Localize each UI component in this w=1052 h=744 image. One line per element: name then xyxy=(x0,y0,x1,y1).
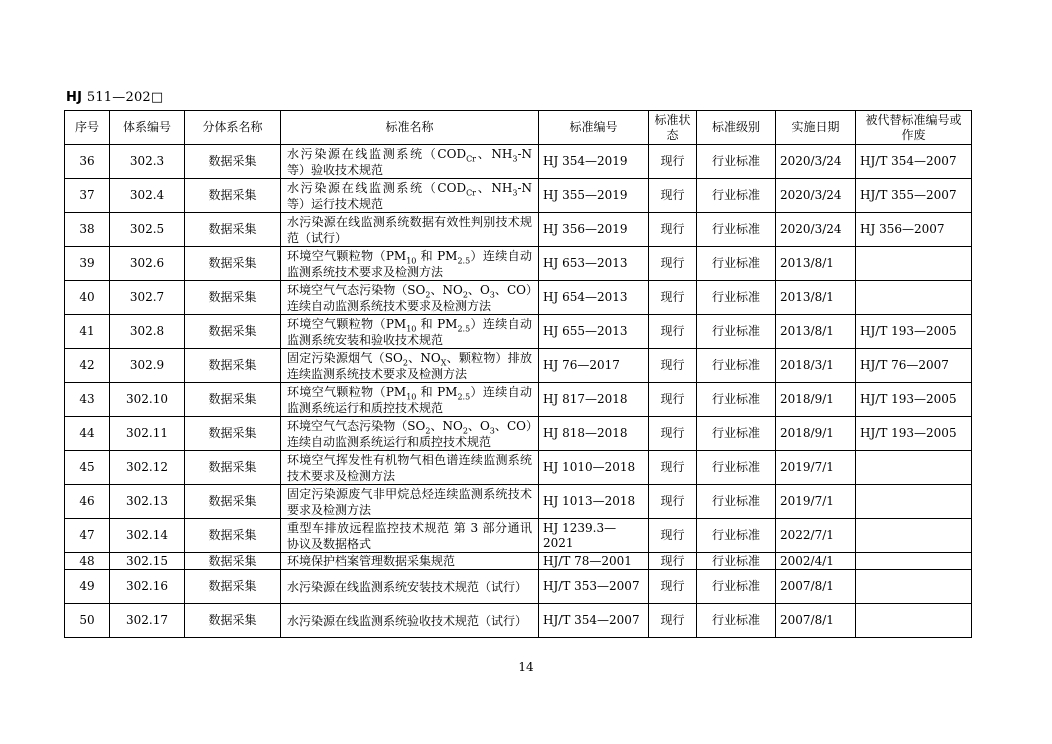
cell-subsystem: 数据采集 xyxy=(185,145,281,179)
table-row xyxy=(65,247,972,281)
cell-replaced xyxy=(856,451,972,485)
table-row xyxy=(65,485,972,519)
cell-date: 2020/3/24 xyxy=(776,145,856,179)
table-row xyxy=(65,315,972,349)
cell-sys: 302.12 xyxy=(110,451,185,485)
cell-level: 行业标准 xyxy=(697,349,776,383)
table-row xyxy=(65,281,972,315)
cell-no: 47 xyxy=(65,519,110,553)
cell-status: 现行 xyxy=(649,604,697,638)
cell-date: 2013/8/1 xyxy=(776,315,856,349)
cell-sys: 302.8 xyxy=(110,315,185,349)
table-row xyxy=(65,213,972,247)
cell-level: 行业标准 xyxy=(697,553,776,570)
cell-date: 2022/7/1 xyxy=(776,519,856,553)
cell-subsystem: 数据采集 xyxy=(185,349,281,383)
cell-replaced xyxy=(856,519,972,553)
col-header-sys: 体系编号 xyxy=(110,111,185,145)
cell-level: 行业标准 xyxy=(697,451,776,485)
table-row xyxy=(65,604,972,638)
cell-date: 2013/8/1 xyxy=(776,281,856,315)
cell-level: 行业标准 xyxy=(697,383,776,417)
header-code: HJ xyxy=(66,90,83,105)
cell-level: 行业标准 xyxy=(697,604,776,638)
cell-replaced xyxy=(856,570,972,604)
cell-level: 行业标准 xyxy=(697,417,776,451)
cell-no: 39 xyxy=(65,247,110,281)
header-number: 511—202□ xyxy=(86,90,164,105)
cell-std: HJ 1013—2018 xyxy=(539,485,649,519)
table-header-row xyxy=(65,111,972,145)
cell-level: 行业标准 xyxy=(697,213,776,247)
cell-sys: 302.13 xyxy=(110,485,185,519)
cell-subsystem: 数据采集 xyxy=(185,485,281,519)
cell-date: 2007/8/1 xyxy=(776,570,856,604)
cell-replaced xyxy=(856,281,972,315)
cell-subsystem: 数据采集 xyxy=(185,179,281,213)
cell-std: HJ 356—2019 xyxy=(539,213,649,247)
col-header-subsystem: 分体系名称 xyxy=(185,111,281,145)
cell-subsystem: 数据采集 xyxy=(185,553,281,570)
cell-replaced: HJ/T 76—2007 xyxy=(856,349,972,383)
cell-status: 现行 xyxy=(649,417,697,451)
cell-date: 2018/3/1 xyxy=(776,349,856,383)
cell-sys: 302.17 xyxy=(110,604,185,638)
cell-replaced: HJ/T 193—2005 xyxy=(856,315,972,349)
cell-date: 2018/9/1 xyxy=(776,417,856,451)
cell-replaced xyxy=(856,247,972,281)
table-row xyxy=(65,349,972,383)
cell-status: 现行 xyxy=(649,451,697,485)
cell-level: 行业标准 xyxy=(697,179,776,213)
cell-std: HJ/T 78—2001 xyxy=(539,553,649,570)
cell-name: 环境空气挥发性有机物气相色谱连续监测系统技术要求及检测方法 xyxy=(281,451,539,485)
cell-date: 2019/7/1 xyxy=(776,485,856,519)
cell-level: 行业标准 xyxy=(697,519,776,553)
cell-sys: 302.5 xyxy=(110,213,185,247)
cell-replaced: HJ/T 193—2005 xyxy=(856,417,972,451)
col-header-no: 序号 xyxy=(65,111,110,145)
cell-no: 42 xyxy=(65,349,110,383)
cell-name: 水污染源在线监测系统安装技术规范（试行） xyxy=(281,570,539,604)
cell-level: 行业标准 xyxy=(697,281,776,315)
cell-status: 现行 xyxy=(649,281,697,315)
cell-name: 环境空气颗粒物（$PM_{10}$ 和 $PM_{2.5}$）连续自动监测系统运行和质控技术规范 xyxy=(281,383,539,417)
cell-replaced xyxy=(856,485,972,519)
cell-status: 现行 xyxy=(649,553,697,570)
cell-sys: 302.14 xyxy=(110,519,185,553)
cell-std: HJ 654—2013 xyxy=(539,281,649,315)
cell-name: 水污染源在线监测系统（$COD_{Cr}$、$NH_3-N$ 等）验收技术规范 xyxy=(281,145,539,179)
cell-no: 48 xyxy=(65,553,110,570)
cell-name: 固定污染源烟气（$SO_2$、$NO_X$、颗粒物）排放连续监测系统技术要求及检测方法 xyxy=(281,349,539,383)
cell-name: 环境空气颗粒物（$PM_{10}$ 和 $PM_{2.5}$）连续自动监测系统技术要求及检测方法 xyxy=(281,247,539,281)
cell-no: 50 xyxy=(65,604,110,638)
table-row xyxy=(65,519,972,553)
cell-sys: 302.15 xyxy=(110,553,185,570)
cell-name: 水污染源在线监测系统（$COD_{Cr}$、$NH_3-N$ 等）运行技术规范 xyxy=(281,179,539,213)
cell-replaced: HJ/T 355—2007 xyxy=(856,179,972,213)
cell-date: 2020/3/24 xyxy=(776,213,856,247)
cell-name: 固定污染源废气非甲烷总烃连续监测系统技术要求及检测方法 xyxy=(281,485,539,519)
cell-sys: 302.16 xyxy=(110,570,185,604)
cell-replaced: HJ/T 193—2005 xyxy=(856,383,972,417)
cell-status: 现行 xyxy=(649,485,697,519)
cell-subsystem: 数据采集 xyxy=(185,281,281,315)
cell-name: 水污染源在线监测系统数据有效性判别技术规范（试行） xyxy=(281,213,539,247)
cell-name: 水污染源在线监测系统验收技术规范（试行） xyxy=(281,604,539,638)
cell-std: HJ 1010—2018 xyxy=(539,451,649,485)
cell-name: 重型车排放远程监控技术规范 第 3 部分通讯协议及数据格式 xyxy=(281,519,539,553)
table-row xyxy=(65,451,972,485)
cell-subsystem: 数据采集 xyxy=(185,570,281,604)
cell-subsystem: 数据采集 xyxy=(185,519,281,553)
cell-level: 行业标准 xyxy=(697,145,776,179)
cell-date: 2019/7/1 xyxy=(776,451,856,485)
cell-sys: 302.6 xyxy=(110,247,185,281)
cell-std: HJ 1239.3—2021 xyxy=(539,519,649,553)
col-header-date: 实施日期 xyxy=(776,111,856,145)
table-row xyxy=(65,179,972,213)
cell-status: 现行 xyxy=(649,570,697,604)
cell-replaced: HJ/T 354—2007 xyxy=(856,145,972,179)
cell-subsystem: 数据采集 xyxy=(185,604,281,638)
cell-subsystem: 数据采集 xyxy=(185,383,281,417)
cell-status: 现行 xyxy=(649,315,697,349)
cell-sys: 302.4 xyxy=(110,179,185,213)
cell-name: 环境空气气态污染物（$SO_2$、$NO_2$、$O_3$、CO）连续自动监测系统运行和质控技术规范 xyxy=(281,417,539,451)
table-row xyxy=(65,417,972,451)
cell-sys: 302.3 xyxy=(110,145,185,179)
cell-sys: 302.9 xyxy=(110,349,185,383)
cell-date: 2020/3/24 xyxy=(776,179,856,213)
cell-no: 46 xyxy=(65,485,110,519)
table-row xyxy=(65,383,972,417)
cell-std: HJ 354—2019 xyxy=(539,145,649,179)
cell-no: 45 xyxy=(65,451,110,485)
document-header xyxy=(66,90,163,105)
cell-subsystem: 数据采集 xyxy=(185,417,281,451)
cell-no: 37 xyxy=(65,179,110,213)
cell-no: 41 xyxy=(65,315,110,349)
cell-status: 现行 xyxy=(649,349,697,383)
cell-no: 43 xyxy=(65,383,110,417)
cell-date: 2018/9/1 xyxy=(776,383,856,417)
cell-status: 现行 xyxy=(649,179,697,213)
cell-status: 现行 xyxy=(649,519,697,553)
page-number: 14 xyxy=(518,660,534,674)
cell-status: 现行 xyxy=(649,383,697,417)
cell-std: HJ 355—2019 xyxy=(539,179,649,213)
cell-std: HJ 655—2013 xyxy=(539,315,649,349)
cell-no: 44 xyxy=(65,417,110,451)
cell-no: 36 xyxy=(65,145,110,179)
cell-status: 现行 xyxy=(649,145,697,179)
col-header-std: 标准编号 xyxy=(539,111,649,145)
table-row xyxy=(65,570,972,604)
cell-no: 49 xyxy=(65,570,110,604)
cell-replaced xyxy=(856,553,972,570)
cell-std: HJ 653—2013 xyxy=(539,247,649,281)
cell-level: 行业标准 xyxy=(697,247,776,281)
cell-std: HJ/T 353—2007 xyxy=(539,570,649,604)
cell-no: 38 xyxy=(65,213,110,247)
cell-sys: 302.11 xyxy=(110,417,185,451)
cell-std: HJ 76—2017 xyxy=(539,349,649,383)
col-header-level: 标准级别 xyxy=(697,111,776,145)
cell-sys: 302.7 xyxy=(110,281,185,315)
table-row xyxy=(65,553,972,570)
standards-table xyxy=(64,110,972,638)
cell-no: 40 xyxy=(65,281,110,315)
cell-status: 现行 xyxy=(649,213,697,247)
cell-date: 2002/4/1 xyxy=(776,553,856,570)
cell-level: 行业标准 xyxy=(697,315,776,349)
cell-replaced: HJ 356—2007 xyxy=(856,213,972,247)
cell-level: 行业标准 xyxy=(697,485,776,519)
col-header-name: 标准名称 xyxy=(281,111,539,145)
table-row xyxy=(65,145,972,179)
cell-sys: 302.10 xyxy=(110,383,185,417)
cell-subsystem: 数据采集 xyxy=(185,315,281,349)
cell-std: HJ/T 354—2007 xyxy=(539,604,649,638)
col-header-replaced: 被代替标准编号或作废 xyxy=(856,111,972,145)
cell-subsystem: 数据采集 xyxy=(185,247,281,281)
cell-name: 环境空气颗粒物（$PM_{10}$ 和 $PM_{2.5}$）连续自动监测系统安装和验收技术规范 xyxy=(281,315,539,349)
cell-status: 现行 xyxy=(649,247,697,281)
cell-level: 行业标准 xyxy=(697,570,776,604)
cell-std: HJ 818—2018 xyxy=(539,417,649,451)
cell-std: HJ 817—2018 xyxy=(539,383,649,417)
cell-name: 环境空气气态污染物（$SO_2$、$NO_2$、$O_3$、CO）连续自动监测系统技术要求及检测方法 xyxy=(281,281,539,315)
cell-subsystem: 数据采集 xyxy=(185,213,281,247)
cell-date: 2007/8/1 xyxy=(776,604,856,638)
cell-date: 2013/8/1 xyxy=(776,247,856,281)
cell-subsystem: 数据采集 xyxy=(185,451,281,485)
col-header-status: 标准状态 xyxy=(649,111,697,145)
cell-name: 环境保护档案管理数据采集规范 xyxy=(281,553,539,570)
cell-replaced xyxy=(856,604,972,638)
